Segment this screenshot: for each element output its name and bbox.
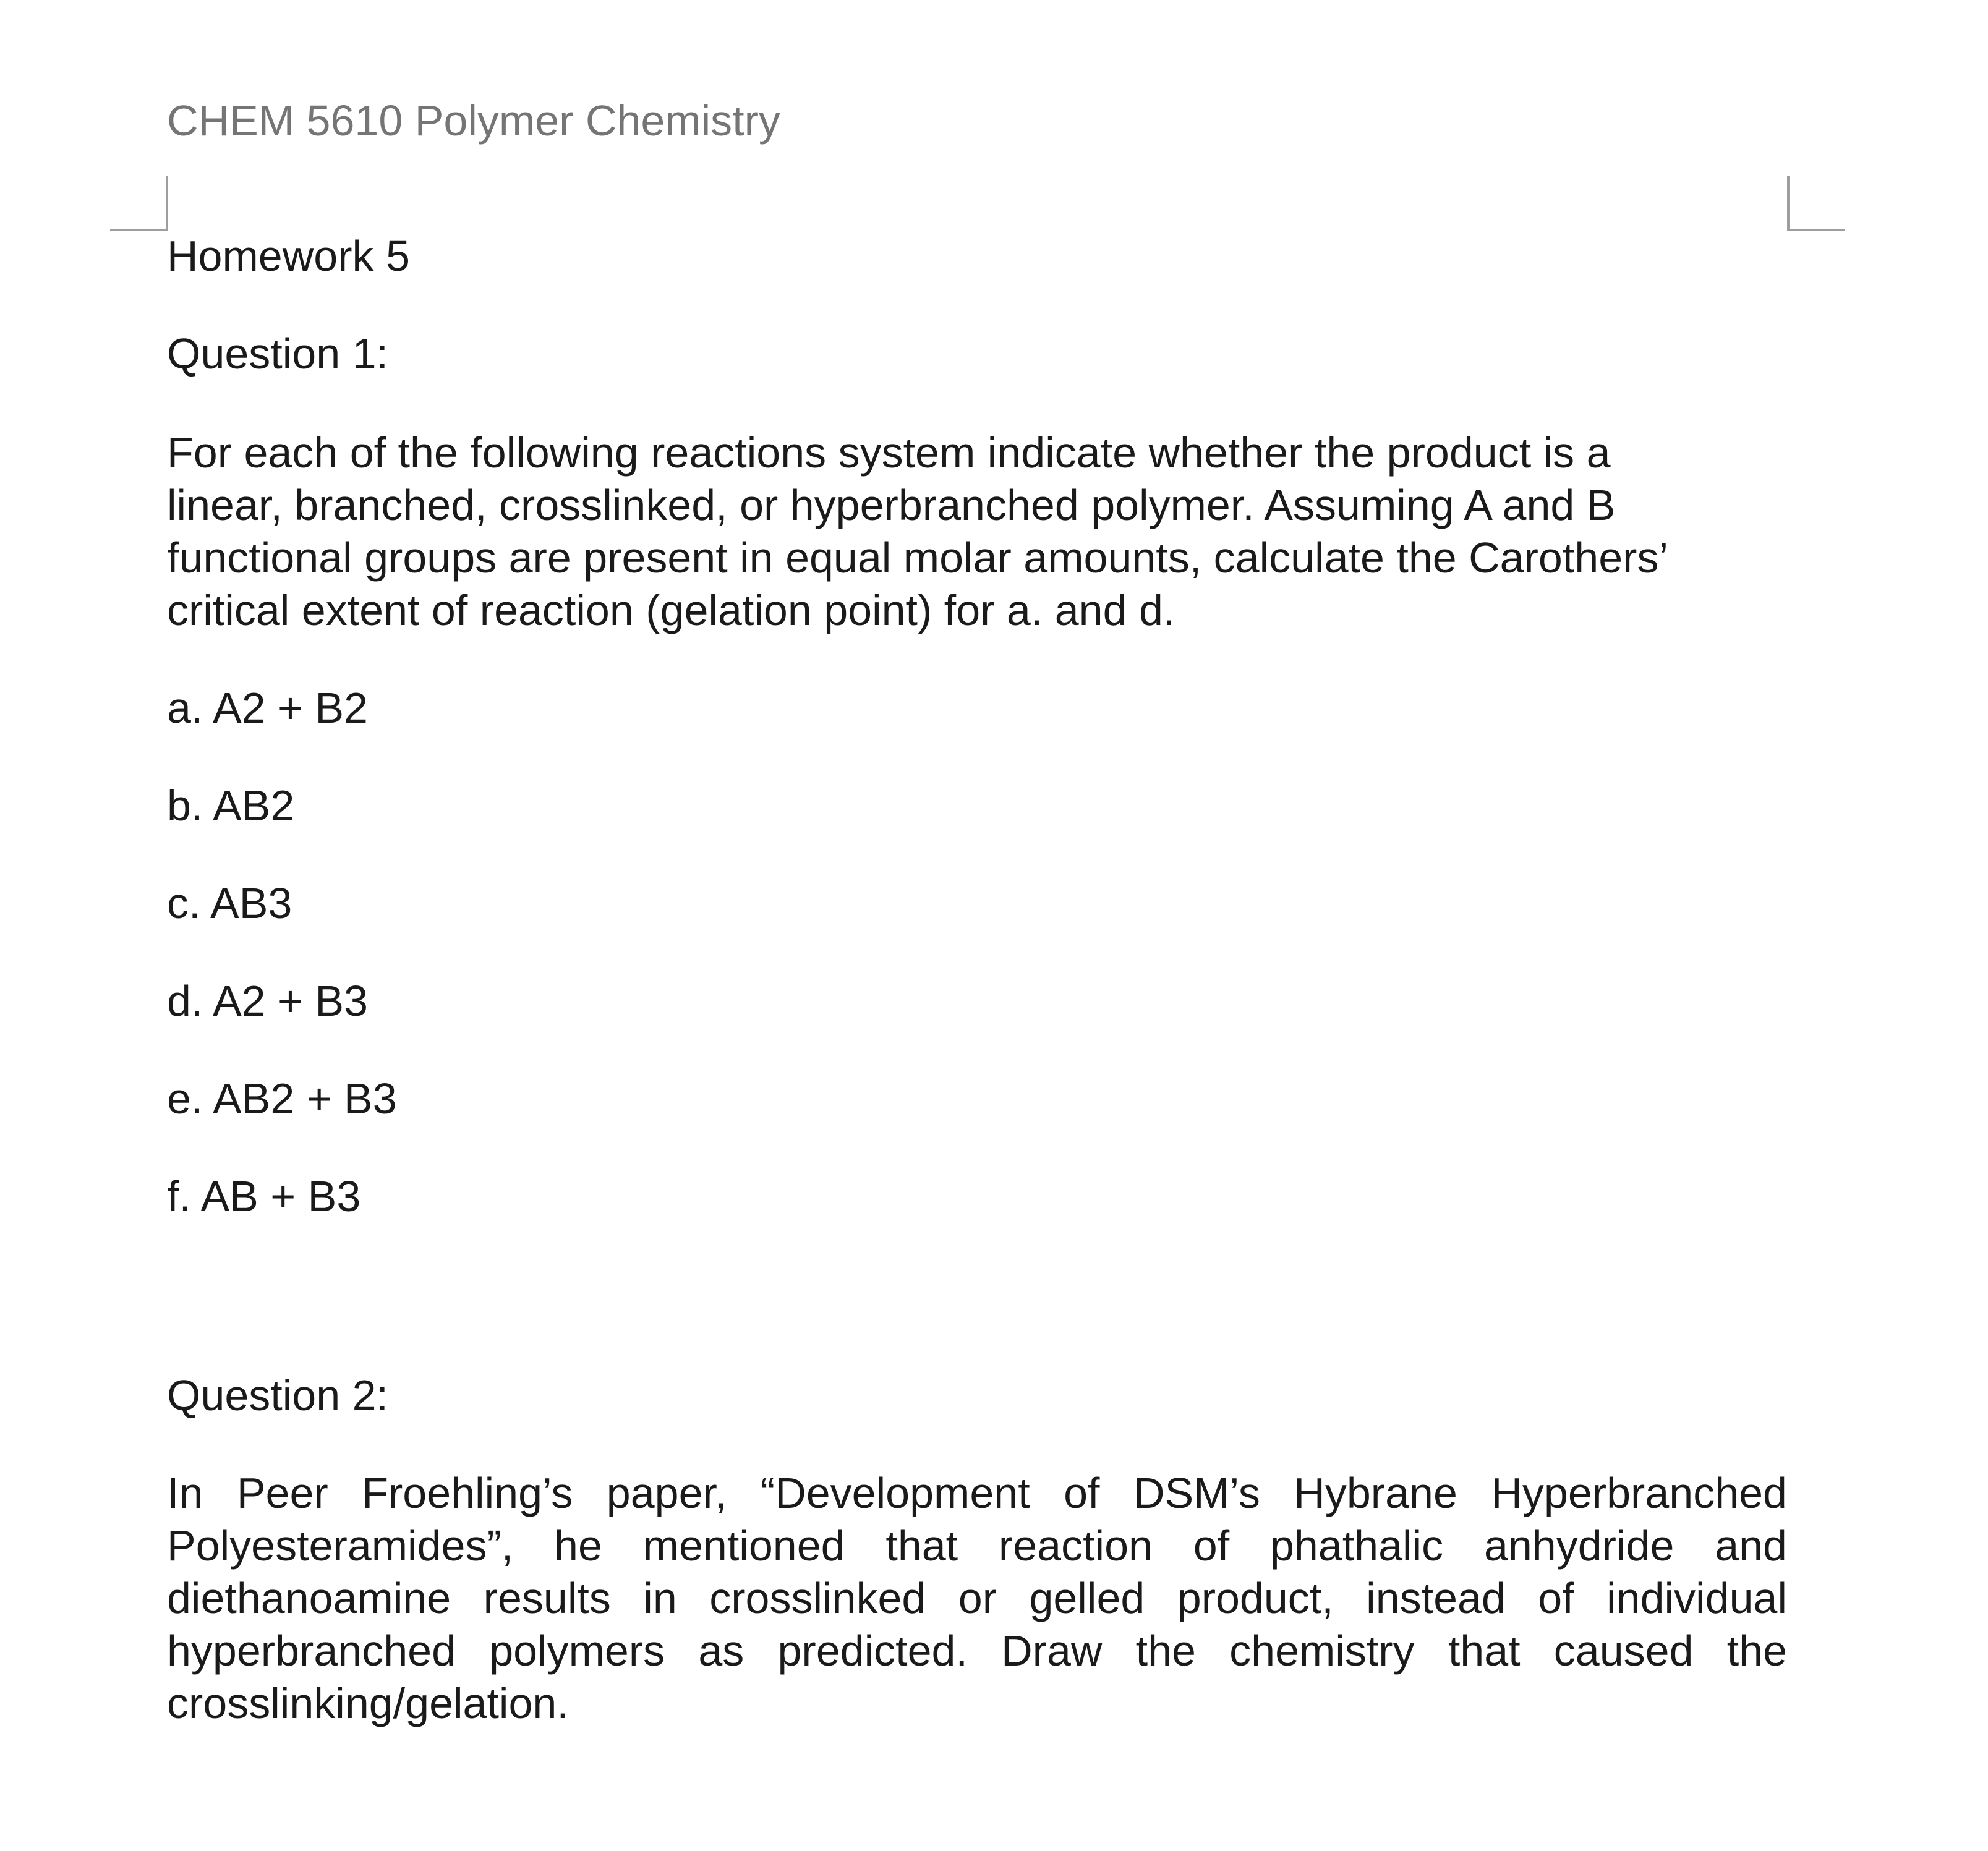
- question-1-item-b: b. AB2: [167, 781, 295, 830]
- question-1-heading: Question 1:: [167, 330, 388, 378]
- question-1-prompt-line: critical extent of reaction (gelation point) for a. and d.: [167, 586, 1175, 634]
- question-1-prompt-line: functional groups are present in equal molar amounts, calculate the Carothers’: [167, 534, 1669, 582]
- question-1-prompt: [167, 427, 1787, 637]
- question-2-heading: Question 2:: [167, 1371, 388, 1419]
- question-1-item-f: f. AB + B3: [167, 1172, 361, 1220]
- question-2-prompt: In Peer Froehling’s paper, “Development of DSM’s Hybrane Hyperbranched Polyesteramides”, he mentioned that reaction of phathalic anhydride and diethanoamine results in crosslinked or gelled product, instead of individual hyperbranched polymers as predicted. Draw the chemistry that caused the crosslinking/gelation.: [167, 1469, 1787, 1727]
- question-1-item-c: c. AB3: [167, 879, 292, 927]
- question-1-item-e: e. AB2 + B3: [167, 1074, 397, 1123]
- left-margin-corner-mark: [110, 176, 168, 231]
- question-1-item-d: d. A2 + B3: [167, 977, 368, 1025]
- right-margin-corner-mark: [1787, 176, 1845, 231]
- question-1-prompt-line: linear, branched, crosslinked, or hyperbranched polymer. Assuming A and B: [167, 481, 1616, 529]
- question-1-prompt-line: For each of the following reactions system indicate whether the product is a: [167, 428, 1611, 477]
- question-1-item-a: a. A2 + B2: [167, 684, 368, 732]
- document-title: Homework 5: [167, 232, 410, 280]
- page-header-course: CHEM 5610 Polymer Chemistry: [167, 96, 780, 145]
